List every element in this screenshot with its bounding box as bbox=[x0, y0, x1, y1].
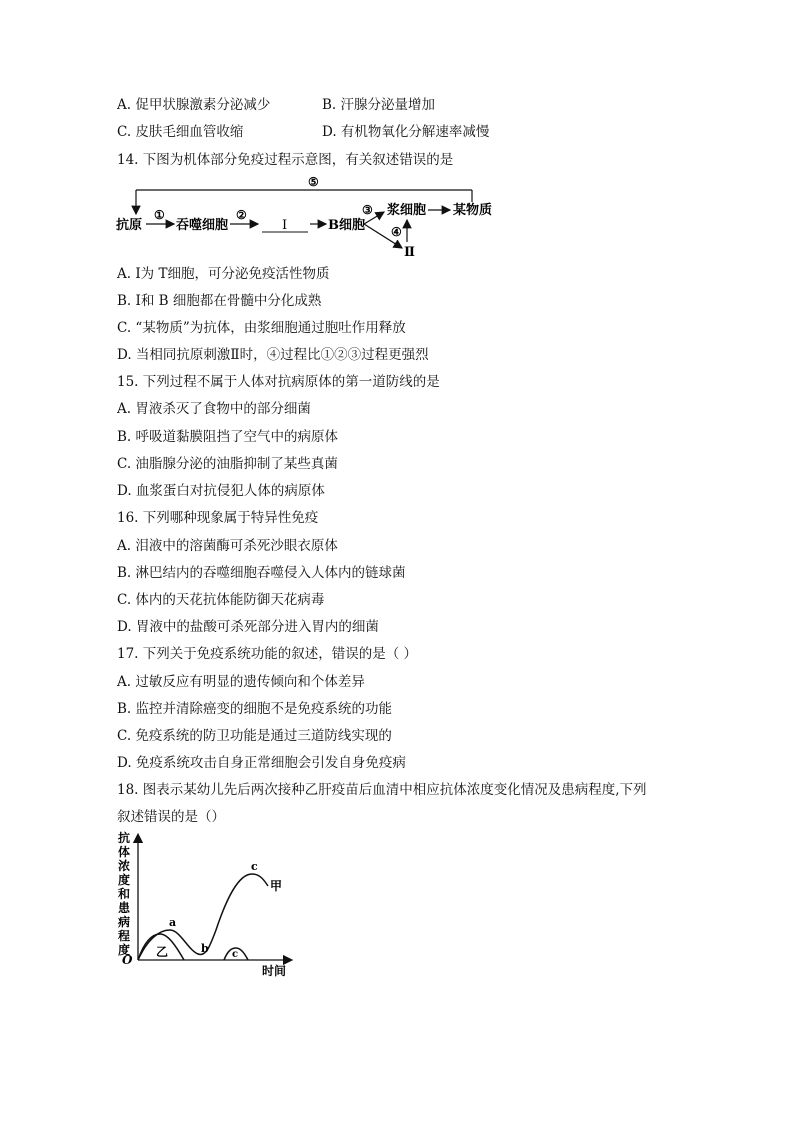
q17-option-d: D. 免疫系统攻击自身正常细胞会引发自身免疫病 bbox=[117, 755, 406, 771]
q17-option-a: A. 过敏反应有明显的遗传倾向和个体差异 bbox=[117, 674, 365, 690]
cell-ii-node: Ⅱ bbox=[404, 245, 415, 260]
q13-option-d: D. 有机物氧化分解速率减慢 bbox=[322, 124, 490, 140]
step-1-label: ① bbox=[154, 208, 165, 222]
q15-option-c: C. 油脂腺分泌的油脂抑制了某些真菌 bbox=[117, 456, 338, 472]
q15-stem: 15. 下列过程不属于人体对抗病原体的第一道防线的是 bbox=[117, 374, 440, 390]
svg-text:浓: 浓 bbox=[118, 859, 131, 873]
label-yi: 乙 bbox=[156, 945, 169, 959]
q14-stem: 14. 下图为机体部分免疫过程示意图，有关叙述错误的是 bbox=[117, 152, 454, 168]
label-a: a bbox=[169, 916, 177, 929]
origin-label: O bbox=[122, 953, 133, 967]
q14-option-a: A. I为 T细胞，可分泌免疫活性物质 bbox=[117, 266, 330, 282]
phagocyte-node: 吞噬细胞 bbox=[176, 218, 229, 233]
q15-option-a: A. 胃液杀灭了食物中的部分细菌 bbox=[117, 401, 311, 417]
svg-text:体: 体 bbox=[118, 845, 131, 859]
label-c1: c bbox=[251, 860, 258, 873]
svg-text:抗: 抗 bbox=[118, 831, 131, 845]
b-cell-node: B细胞 bbox=[328, 218, 365, 233]
q17-option-b: B. 监控并清除癌变的细胞不是免疫系统的功能 bbox=[117, 701, 393, 717]
q15-option-b: B. 呼吸道黏膜阻挡了空气中的病原体 bbox=[117, 429, 339, 445]
step-3-label: ③ bbox=[362, 203, 373, 217]
q16-stem: 16. 下列哪种现象属于特异性免疫 bbox=[117, 510, 319, 526]
plasma-cell-node: 浆细胞 bbox=[387, 203, 427, 218]
q15-option-d: D. 血浆蛋白对抗侵犯人体的病原体 bbox=[117, 483, 325, 499]
q14-option-d: D. 当相同抗原刺激Ⅱ时，④过程比①②③过程更强烈 bbox=[117, 347, 429, 363]
q14-option-b: B. I和 B 细胞都在骨髓中分化成熟 bbox=[117, 293, 322, 309]
step-5-label: ⑤ bbox=[308, 175, 319, 189]
q18-antibody-chart bbox=[112, 830, 312, 980]
y-axis-label bbox=[117, 830, 131, 957]
q14-immune-diagram bbox=[112, 172, 512, 262]
svg-text:度: 度 bbox=[118, 943, 131, 957]
label-jia: 甲 bbox=[270, 879, 283, 893]
svg-text:度: 度 bbox=[118, 873, 131, 887]
svg-text:和: 和 bbox=[118, 887, 131, 901]
step-4-label: ④ bbox=[391, 225, 402, 239]
q16-option-a: A. 泪液中的溶菌酶可杀死沙眼衣原体 bbox=[117, 538, 338, 554]
q18-stem-line1: 18. 图表示某幼儿先后两次接种乙肝疫苗后血清中相应抗体浓度变化情况及患病程度,下列 bbox=[117, 782, 647, 798]
label-b: b bbox=[201, 942, 209, 955]
q13-option-a: A. 促甲状腺激素分泌减少 bbox=[117, 97, 271, 113]
step-2-label: ② bbox=[236, 208, 247, 222]
q16-option-d: D. 胃液中的盐酸可杀死部分进入胃内的细菌 bbox=[117, 619, 379, 635]
label-c2: c bbox=[232, 949, 239, 960]
svg-text:程: 程 bbox=[118, 929, 131, 943]
q16-option-b: B. 淋巴结内的吞噬细胞吞噬侵入人体内的链球菌 bbox=[117, 565, 406, 581]
antigen-node: 抗原 bbox=[116, 218, 143, 233]
q18-stem-line2: 叙述错误的是（） bbox=[117, 809, 225, 825]
q16-option-c: C. 体内的天花抗体能防御天花病毒 bbox=[117, 592, 325, 608]
svg-text:患: 患 bbox=[118, 901, 131, 915]
svg-text:病: 病 bbox=[118, 915, 131, 929]
cell-i-node: I bbox=[282, 218, 288, 233]
q17-stem: 17. 下列关于免疫系统功能的叙述，错误的是（ ） bbox=[117, 646, 418, 662]
q13-option-c: C. 皮肤毛细血管收缩 bbox=[117, 124, 244, 140]
q14-option-c: C. “某物质”为抗体，由浆细胞通过胞吐作用释放 bbox=[117, 320, 406, 336]
substance-node: 某物质 bbox=[453, 203, 493, 218]
q17-option-c: C. 免疫系统的防卫功能是通过三道防线实现的 bbox=[117, 728, 392, 744]
x-axis-label: 时间 bbox=[262, 964, 287, 978]
q13-option-b: B. 汗腺分泌量增加 bbox=[322, 97, 436, 113]
